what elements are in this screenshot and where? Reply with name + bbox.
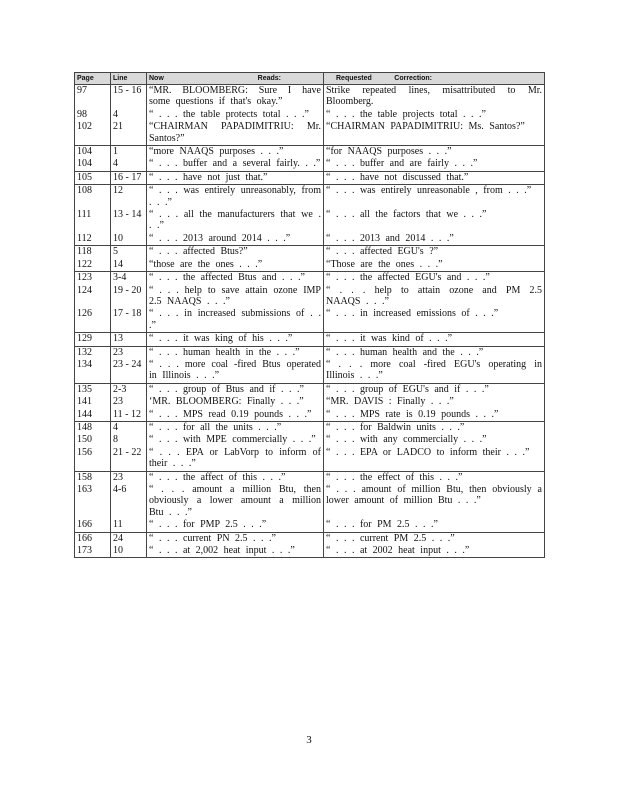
table-row [75,484,545,519]
cell-now-reads: “those are the ones . . .” [147,259,324,272]
cell-line: 4 [111,421,147,434]
cell-requested-correction: “ . . . in increased emissions of . . .” [324,308,545,332]
cell-page: 132 [75,346,111,359]
cell-now-reads: “ . . . the table protects total . . .” [147,109,324,121]
cell-requested-correction: “ . . . current PM 2.5 . . .” [324,532,545,545]
cell-requested-correction: “ . . . 2013 and 2014 . . .” [324,233,545,246]
table-header-row [75,73,545,85]
cell-requested-correction: “ . . . all the factors that we . . .” [324,209,545,233]
cell-now-reads: “ . . . current PN 2.5 . . .” [147,532,324,545]
table-row [75,85,545,109]
cell-line: 4-6 [111,484,147,519]
cell-page: 166 [75,519,111,532]
header-requested-word2: Correction: [394,75,432,82]
cell-line: 21 - 22 [111,447,147,471]
cell-now-reads: “ . . . 2013 around 2014 . . .” [147,233,324,246]
header-now-reads [147,73,324,85]
table-row [75,259,545,272]
cell-line: 8 [111,434,147,446]
cell-line: 21 [111,121,147,145]
cell-page: 118 [75,246,111,259]
cell-requested-correction: “ . . . affected EGU's ?” [324,246,545,259]
cell-now-reads: “ . . . the affected Btus and . . .” [147,272,324,285]
table-row [75,383,545,396]
cell-line: 2-3 [111,383,147,396]
table-row [75,308,545,332]
cell-line: 14 [111,259,147,272]
cell-requested-correction: “ . . . more coal -fired EGU's operating in Illinois . . .” [324,359,545,383]
cell-requested-correction: “ . . . with any commercially . . .” [324,434,545,446]
cell-page: 112 [75,233,111,246]
cell-now-reads: “ . . . have not just that.” [147,171,324,184]
header-line: Line [111,73,147,85]
cell-page: 105 [75,171,111,184]
cell-requested-correction: “ . . . human health and the . . .” [324,346,545,359]
cell-now-reads: “ . . . help to save attain ozone IMP 2.5 NAAQS . . .” [147,285,324,309]
table-row [75,471,545,484]
cell-page: 122 [75,259,111,272]
table-row [75,209,545,233]
cell-line: 3-4 [111,272,147,285]
cell-line: 1 [111,146,147,159]
cell-page: 98 [75,109,111,121]
cell-line: 11 - 12 [111,409,147,422]
cell-requested-correction: “ . . . the effect of this . . .” [324,471,545,484]
cell-line: 10 [111,545,147,558]
cell-line: 23 [111,396,147,408]
cell-now-reads: “ . . . group of Btus and if . . .” [147,383,324,396]
cell-line: 23 [111,346,147,359]
table-body [75,85,545,558]
cell-requested-correction: “ . . . at 2002 heat input . . .” [324,545,545,558]
cell-page: 134 [75,359,111,383]
cell-now-reads: “ . . . for all the units . . .” [147,421,324,434]
cell-now-reads: ‘MR. BLOOMBERG: Finally . . .” [147,396,324,408]
table-row [75,171,545,184]
cell-page: 158 [75,471,111,484]
cell-now-reads: “ . . . MPS read 0.19 pounds . . .” [147,409,324,422]
cell-line: 5 [111,246,147,259]
table-row [75,109,545,121]
cell-page: 173 [75,545,111,558]
cell-line: 11 [111,519,147,532]
cell-page: 156 [75,447,111,471]
cell-page: 126 [75,308,111,332]
cell-requested-correction: “CHAIRMAN PAPADIMITRIU: Ms. Santos?” [324,121,545,145]
cell-requested-correction: Strike repeated lines, misattributed to Mr. Bloomberg. [324,85,545,109]
table-row [75,409,545,422]
table-row [75,434,545,446]
cell-now-reads: “more NAAQS purposes . . .” [147,146,324,159]
cell-line: 13 - 14 [111,209,147,233]
cell-now-reads: “ . . . the affect of this . . .” [147,471,324,484]
table-row [75,272,545,285]
cell-now-reads: “ . . . amount a million Btu, then obviously a lower amount a million Btu . . .” [147,484,324,519]
table-row [75,346,545,359]
cell-now-reads: “ . . . at 2,002 heat input . . .” [147,545,324,558]
cell-page: 102 [75,121,111,145]
cell-line: 24 [111,532,147,545]
table-row [75,185,545,209]
header-requested-word1: Requested [336,75,372,82]
cell-requested-correction: “ . . . group of EGU's and if . . .” [324,383,545,396]
table-row [75,121,545,145]
table-row [75,545,545,558]
cell-now-reads: “ . . . more coal -fired Btus operated in Illinois . . .” [147,359,324,383]
cell-requested-correction: “ . . . for Baldwin units . . .” [324,421,545,434]
table-row [75,233,545,246]
cell-line: 23 [111,471,147,484]
cell-line: 4 [111,109,147,121]
cell-requested-correction: “for NAAQS purposes . . .” [324,146,545,159]
table-row [75,396,545,408]
cell-page: 111 [75,209,111,233]
cell-requested-correction: “ . . . amount of million Btu, then obviously a lower amount of million Btu . . .” [324,484,545,519]
cell-page: 148 [75,421,111,434]
cell-line: 16 - 17 [111,171,147,184]
cell-page: 144 [75,409,111,422]
cell-requested-correction: “ . . . the affected EGU's and . . .” [324,272,545,285]
cell-requested-correction: “ . . . EPA or LADCO to inform their . . .” [324,447,545,471]
cell-requested-correction: “ . . . buffer and are fairly . . .” [324,158,545,171]
cell-page: 166 [75,532,111,545]
cell-line: 15 - 16 [111,85,147,109]
cell-page: 108 [75,185,111,209]
table-row [75,158,545,171]
cell-page: 104 [75,158,111,171]
cell-line: 10 [111,233,147,246]
cell-now-reads: “ . . . EPA or LabVorp to inform of their . . .” [147,447,324,471]
header-now-reads-word2: Reads: [257,75,281,82]
cell-now-reads: “ . . . affected Btus?” [147,246,324,259]
cell-now-reads: “ . . . all the manufacturers that we . . .” [147,209,324,233]
table-row [75,285,545,309]
cell-now-reads: “ . . . was entirely unreasonably, from . . .” [147,185,324,209]
cell-now-reads: “ . . . with MPE commercially . . .” [147,434,324,446]
cell-now-reads: “CHAIRMAN PAPADIMITRIU: Mr. Santos?” [147,121,324,145]
cell-now-reads: “ . . . it was king of his . . .” [147,333,324,346]
table-row [75,333,545,346]
table-row [75,146,545,159]
cell-now-reads: “ . . . in increased submissions of . . .” [147,308,324,332]
cell-requested-correction: “ . . . help to attain ozone and PM 2.5 NAAQS . . .” [324,285,545,309]
header-requested-correction [324,73,545,85]
cell-requested-correction: “ . . . was entirely unreasonable , from . . .” [324,185,545,209]
header-page: Page [75,73,111,85]
table-row [75,519,545,532]
cell-requested-correction: “ . . . have not discussed that.” [324,171,545,184]
cell-now-reads: “ . . . human health in the . . .” [147,346,324,359]
cell-requested-correction: “Those are the ones . . .” [324,259,545,272]
page-number: 3 [306,734,312,746]
cell-page: 123 [75,272,111,285]
table-row [75,532,545,545]
cell-line: 12 [111,185,147,209]
cell-line: 23 - 24 [111,359,147,383]
cell-page: 150 [75,434,111,446]
cell-requested-correction: “ . . . for PM 2.5 . . .” [324,519,545,532]
cell-page: 141 [75,396,111,408]
cell-line: 19 - 20 [111,285,147,309]
table-row [75,246,545,259]
header-now-reads-word1: Now [149,75,164,82]
cell-line: 17 - 18 [111,308,147,332]
cell-requested-correction: “MR. DAVIS : Finally . . .” [324,396,545,408]
cell-now-reads: “MR. BLOOMBERG: Sure I have some questions if that's okay.” [147,85,324,109]
cell-requested-correction: “ . . . it was kind of . . .” [324,333,545,346]
cell-line: 4 [111,158,147,171]
cell-requested-correction: “ . . . MPS rate is 0.19 pounds . . .” [324,409,545,422]
errata-table [74,72,545,558]
cell-line: 13 [111,333,147,346]
cell-page: 104 [75,146,111,159]
table-row [75,359,545,383]
cell-page: 135 [75,383,111,396]
cell-page: 124 [75,285,111,309]
table-row [75,421,545,434]
cell-requested-correction: “ . . . the table projects total . . .” [324,109,545,121]
cell-page: 163 [75,484,111,519]
table-row [75,447,545,471]
cell-page: 129 [75,333,111,346]
cell-now-reads: “ . . . for PMP 2.5 . . .” [147,519,324,532]
cell-now-reads: “ . . . buffer and a several fairly. . .” [147,158,324,171]
cell-page: 97 [75,85,111,109]
